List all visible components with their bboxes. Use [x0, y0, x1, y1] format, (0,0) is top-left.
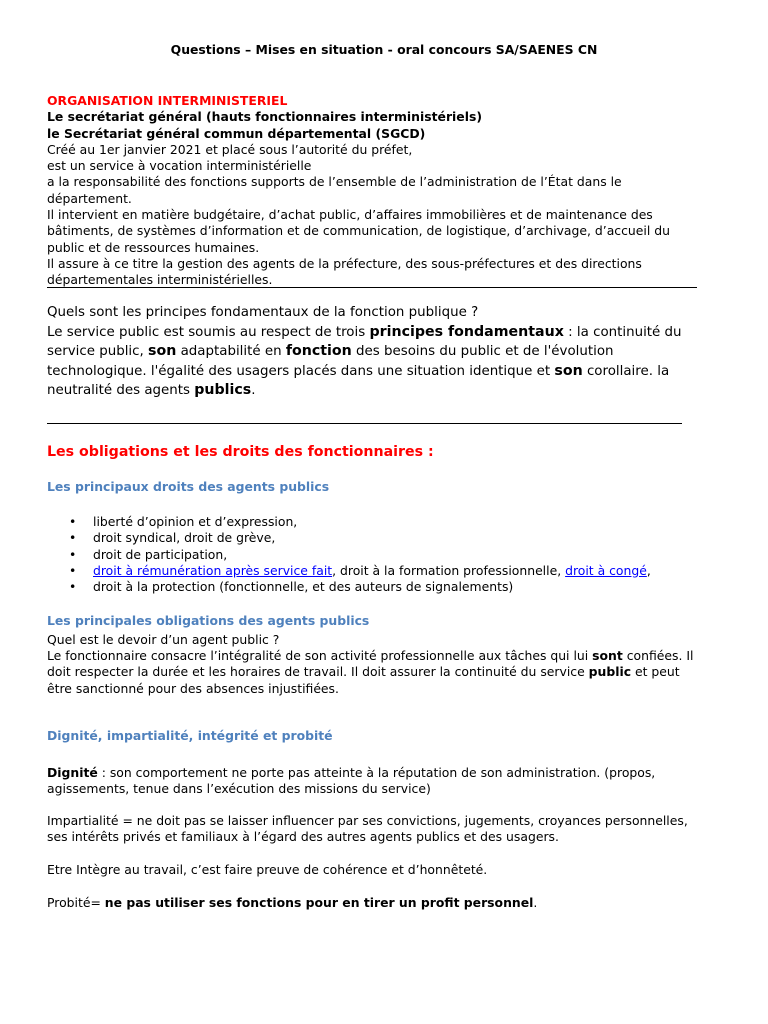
obligations-subheading: Les principales obligations des agents publics — [47, 613, 370, 628]
principes-question: Quels sont les principes fondamentaux de la fonction publique ? — [47, 305, 479, 320]
org-text-2: est un service à vocation interministérielle — [47, 158, 312, 174]
divider-2 — [47, 423, 682, 424]
org-text-4: Il intervient en matière budgétaire, d’achat public, d’affaires immobilières et de maintenance des bâtiments, de systèmes d’information et de communication, de logistique, d’archivage, d’accueil du public et de ressources humaines. — [47, 207, 670, 255]
droits-list-wrapper — [47, 514, 707, 595]
obligations-text-part: et peut être sanctionné pour des absences injustifiées. — [47, 664, 680, 696]
answer-text: Le service public est soumis au respect de trois — [47, 324, 370, 340]
obligations-bold: public — [588, 664, 632, 680]
org-line-1: Le secrétariat général (hauts fonctionnaires interministériels) — [47, 109, 482, 125]
answer-text: adaptabilité en — [176, 344, 286, 360]
obligations-bold: sont — [592, 648, 623, 663]
integrite-text: Etre Intègre au travail, c’est faire preuve de cohérence et d’honnêteté. — [47, 862, 488, 877]
dignite-label: Dignité — [47, 765, 98, 780]
org-text-5: Il assure à ce titre la gestion des agents de la préfecture, des sous-préfectures et des directions départementales interministérielles. — [47, 255, 642, 288]
divider-1 — [47, 287, 697, 288]
list-item-text: , — [646, 562, 651, 578]
probite-end: . — [533, 895, 538, 910]
conge-link[interactable]: droit à congé — [565, 562, 647, 578]
org-heading: ORGANISATION INTERMINISTERIEL — [47, 93, 288, 108]
droits-list — [47, 514, 707, 595]
impartialite-text: Impartialité = ne doit pas se laisser influencer par ses convictions, jugements, croyances personnelles, ses intérêts privés et familiaux à l’égard des autres agents publics et des usagers. — [47, 813, 688, 845]
remuneration-link[interactable]: droit à rémunération après service fait — [93, 562, 333, 578]
answer-bold: fonction — [285, 343, 352, 360]
list-item: • droit à la protection (fonctionnelle, et des auteurs de signalements) — [47, 579, 707, 595]
dignite-heading: Dignité, impartialité, intégrité et probité — [47, 728, 333, 743]
list-item: • droit syndical, droit de grève, — [47, 530, 707, 546]
answer-bold: principes fondamentaux — [369, 323, 564, 340]
page-title: Questions – Mises en situation - oral concours SA/SAENES CN — [170, 42, 598, 57]
org-line-2: le Secrétariat général commun départemental (SGCD) — [47, 125, 426, 141]
org-text-3: a la responsabilité des fonctions supports de l’ensemble de l’administration de l’État dans le département. — [47, 174, 622, 206]
probite-text — [47, 895, 707, 911]
list-item — [47, 563, 707, 579]
org-section — [47, 93, 707, 289]
obligations-question: Quel est le devoir d’un agent public ? — [47, 632, 280, 647]
probite-label: Probité= — [47, 895, 105, 910]
list-item-text: , droit à la formation professionnelle, — [332, 562, 566, 578]
obligations-text — [47, 648, 707, 697]
list-item: • liberté d’opinion et d’expression, — [47, 514, 707, 530]
obligations-text-part: Le fonctionnaire consacre l’intégralité de son activité professionnelle aux tâches qui lui — [47, 648, 593, 663]
answer-bold: publics — [194, 382, 252, 399]
droits-heading: Les principaux droits des agents publics — [47, 479, 330, 494]
answer-text: corollaire. la neutralité des agents — [47, 363, 670, 399]
org-text-1: Créé au 1er janvier 2021 et placé sous l’autorité du préfet, — [47, 141, 413, 157]
dignite-text — [47, 765, 712, 798]
answer-bold: son — [554, 362, 583, 379]
obligations-text-part: confiées. Il doit respecter la durée et les horaires de travail. Il doit assurer la continuité du service — [47, 648, 694, 680]
obligations-heading: Les obligations et les droits des fonctionnaires : — [47, 444, 434, 460]
list-item: • droit de participation, — [47, 547, 707, 563]
answer-text: . — [251, 383, 256, 399]
dignite-body: : son comportement ne porte pas atteinte à la réputation de son administration. (propos, agissements, tenue dans l’exécution des missions du service) — [47, 765, 656, 797]
principes-answer — [47, 323, 717, 401]
principes-section — [47, 304, 717, 401]
answer-text: : la continuité du service public, — [47, 324, 682, 360]
answer-bold: son — [148, 343, 177, 360]
probite-bold: ne pas utiliser ses fonctions pour en tirer un profit personnel — [104, 895, 534, 910]
answer-text: des besoins du public et de l'évolution technologique. l'égalité des usagers placés dans une situation identique et — [47, 344, 614, 379]
